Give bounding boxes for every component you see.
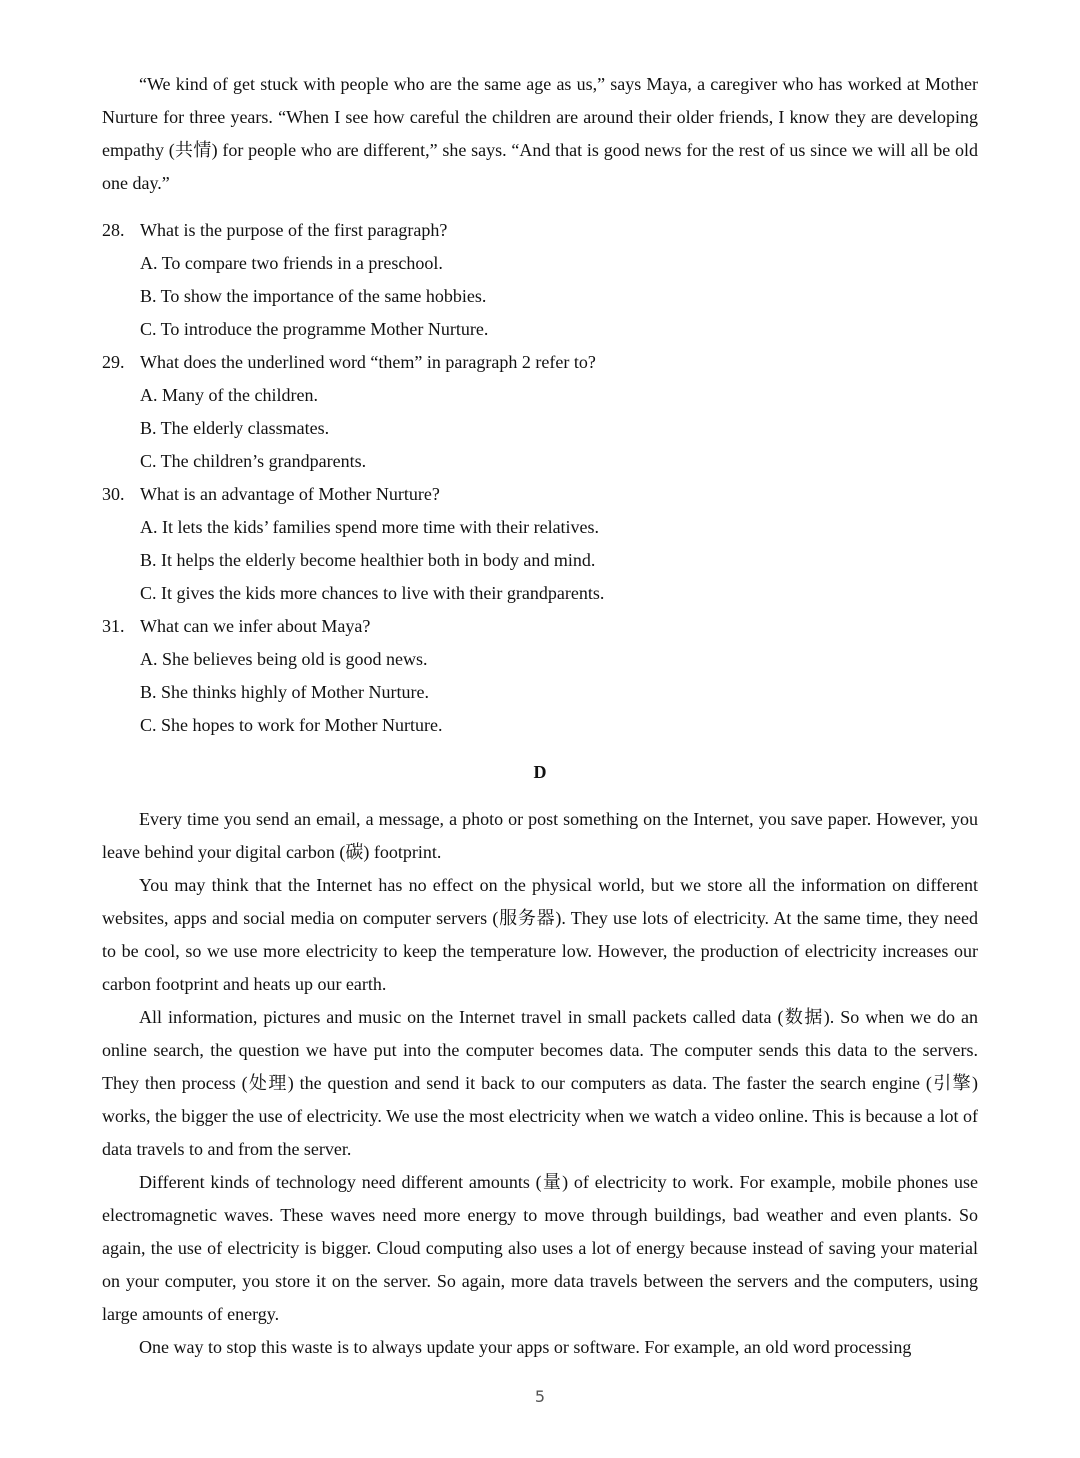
answer-option: C. She hopes to work for Mother Nurture. xyxy=(140,715,443,735)
answer-option: A. Many of the children. xyxy=(140,385,318,405)
passage-paragraph: You may think that the Internet has no effect on the physical world, but we store all the information on different websites, apps and social media on computer servers (服务器). They use lots of electricity. At the same time, they need to be cool, so we use more electricity to keep the temperature low. However, the production of electricity increases our carbon footprint and heats up our earth. xyxy=(102,875,978,994)
question-number: 29. xyxy=(102,352,125,372)
question-text: What does the underlined word “them” in paragraph 2 refer to? xyxy=(140,352,596,372)
question-number: 30. xyxy=(102,484,125,504)
answer-option: B. It helps the elderly become healthier both in body and mind. xyxy=(140,550,596,570)
question-number: 31. xyxy=(102,616,125,636)
question-number: 28. xyxy=(102,220,125,240)
answer-option: B. To show the importance of the same hobbies. xyxy=(140,286,487,306)
answer-option: A. She believes being old is good news. xyxy=(140,649,428,669)
section-d-title: D xyxy=(533,762,547,782)
answer-option: C. It gives the kids more chances to live with their grandparents. xyxy=(140,583,605,603)
question-30 xyxy=(102,478,978,610)
section-d-passage xyxy=(102,803,978,1364)
passage-c-final-paragraph: “We kind of get stuck with people who are the same age as us,” says Maya, a caregiver who has worked at Mother Nurture for three years. “When I see how careful the children are around their older friends, I know they are developing empathy (共情) for people who are different,” she says. “And that is good news for the rest of us since we will all be old one day.” xyxy=(102,74,978,193)
question-29 xyxy=(102,346,978,478)
answer-option: B. She thinks highly of Mother Nurture. xyxy=(140,682,429,702)
question-stem xyxy=(102,346,978,379)
question-stem xyxy=(102,214,978,247)
question-28 xyxy=(102,214,978,346)
answer-option: C. To introduce the programme Mother Nurture. xyxy=(140,319,489,339)
question-31 xyxy=(102,610,978,742)
question-list xyxy=(102,214,978,742)
question-text: What can we infer about Maya? xyxy=(140,616,371,636)
answer-option: A. It lets the kids’ families spend more time with their relatives. xyxy=(140,517,600,537)
page-number: 5 xyxy=(534,1387,546,1406)
passage-paragraph: Different kinds of technology need different amounts (量) of electricity to work. For example, mobile phones use electromagnetic waves. These waves need more energy to move through buildings, bad weather and even plants. So again, the use of electricity is bigger. Cloud computing also uses a lot of energy because instead of saving your material on your computer, you store it on the server. So again, more data travels between the servers and the computers, using large amounts of energy. xyxy=(102,1172,978,1324)
question-text: What is the purpose of the first paragraph? xyxy=(140,220,448,240)
answer-option: C. The children’s grandparents. xyxy=(140,451,367,471)
answer-option: A. To compare two friends in a preschool. xyxy=(140,253,443,273)
question-stem xyxy=(102,610,978,643)
passage-paragraph: Every time you send an email, a message, a photo or post something on the Internet, you save paper. However, you leave behind your digital carbon (碳) footprint. xyxy=(102,809,978,862)
question-text: What is an advantage of Mother Nurture? xyxy=(140,484,440,504)
exam-page-content xyxy=(102,68,978,1364)
passage-paragraph: One way to stop this waste is to always update your apps or software. For example, an old word processing xyxy=(139,1337,912,1357)
question-stem xyxy=(102,478,978,511)
passage-paragraph: All information, pictures and music on the Internet travel in small packets called data (数据). So when we do an online search, the question we have put into the computer becomes data. The computer sends this data to the servers. They then process (处理) the question and send it back to our computers as data. The faster the search engine (引擎) works, the bigger the use of electricity. We use the most electricity when we watch a video online. This is because a lot of data travels to and from the server. xyxy=(102,1007,978,1159)
answer-option: B. The elderly classmates. xyxy=(140,418,330,438)
